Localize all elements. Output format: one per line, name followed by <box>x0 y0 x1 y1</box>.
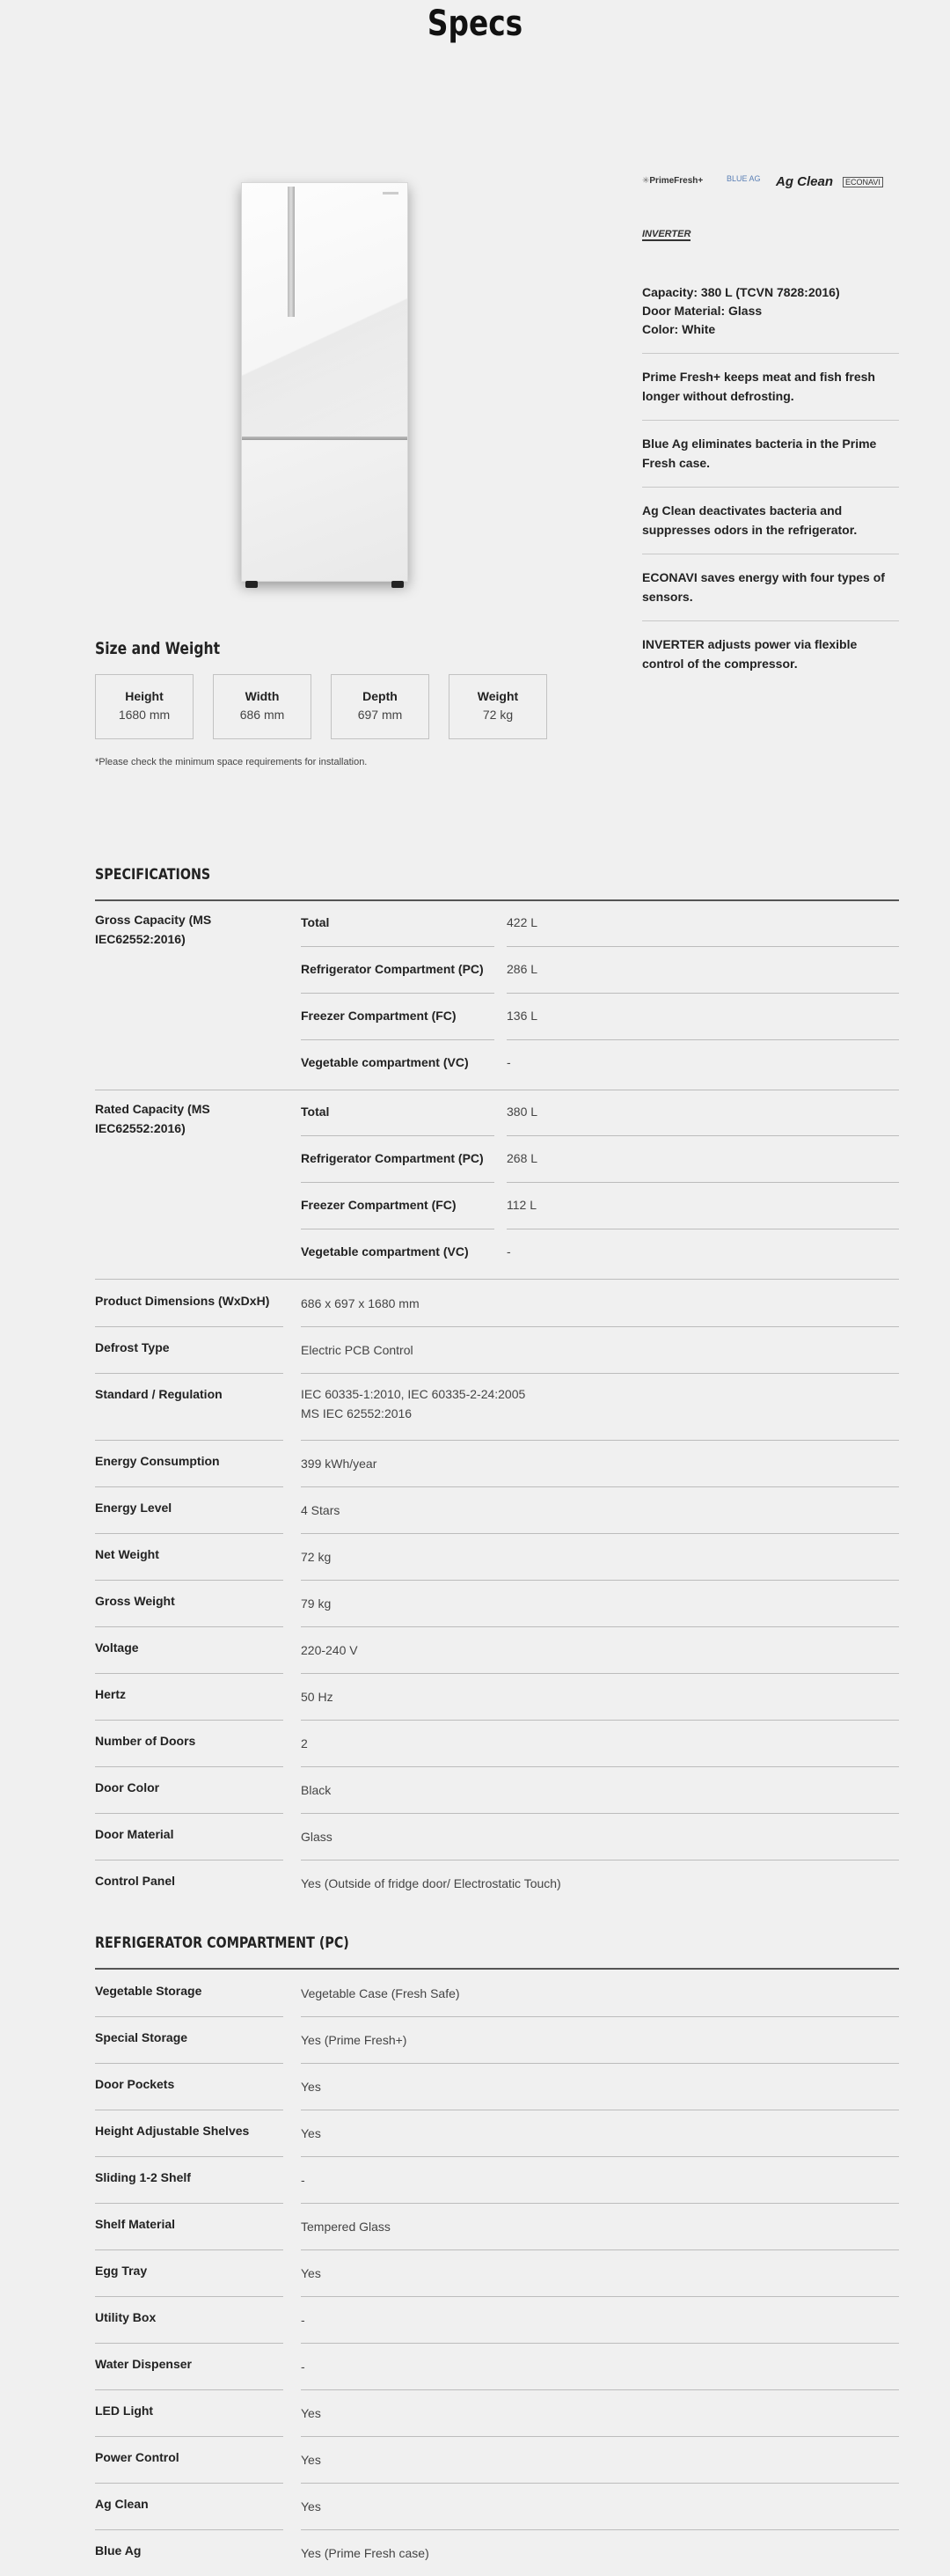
row-value: 268 L <box>507 1137 899 1183</box>
table-row <box>95 2110 899 2156</box>
row-label: Vegetable compartment (VC) <box>301 1055 469 1069</box>
row-value: Tempered Glass <box>301 2220 391 2234</box>
size-label: Weight <box>477 689 519 703</box>
row-label: Number of Doors <box>95 1734 196 1748</box>
table-row <box>95 1860 899 1906</box>
group-label: Rated Capacity (MS IEC62552:2016) <box>95 1102 210 1135</box>
spec-group-gross-capacity <box>95 901 899 1090</box>
row-value: Vegetable Case (Fresh Safe) <box>301 1986 460 2000</box>
product-image <box>238 179 413 592</box>
row-value: 4 Stars <box>301 1503 340 1517</box>
row-value <box>301 1384 899 1423</box>
table-row <box>301 1137 899 1184</box>
row-label: Freezer Compartment (FC) <box>301 1184 494 1229</box>
row-label: Energy Level <box>95 1501 172 1515</box>
row-value: 136 L <box>507 994 899 1040</box>
row-value: 380 L <box>507 1090 899 1136</box>
installation-note: *Please check the minimum space requirements for installation. <box>95 757 368 767</box>
table-row <box>95 1486 899 1533</box>
row-label: Door Material <box>95 1827 174 1841</box>
row-label: Sliding 1-2 Shelf <box>95 2170 191 2184</box>
row-value: Yes <box>301 2499 321 2514</box>
row-label: Door Pockets <box>95 2077 175 2091</box>
table-row <box>95 1813 899 1860</box>
feature-item: Blue Ag eliminates bacteria in the Prime Fresh case. <box>642 420 899 487</box>
row-label: Power Control <box>95 2450 179 2464</box>
door-material-summary: Door Material: Glass <box>642 304 763 318</box>
color-summary: Color: White <box>642 322 716 336</box>
row-value: - <box>301 2359 305 2374</box>
prime-fresh-logo: ✳PrimeFresh+ <box>642 176 704 186</box>
table-row <box>95 1373 899 1440</box>
table-row <box>95 1440 899 1486</box>
row-label: Total <box>301 1090 494 1136</box>
table-row <box>95 2249 899 2296</box>
row-label: Refrigerator Compartment (PC) <box>301 948 494 994</box>
table-row <box>301 1230 899 1277</box>
size-label: Height <box>125 689 164 703</box>
row-value: - <box>507 1055 511 1069</box>
table-row <box>95 2156 899 2203</box>
row-label: Product Dimensions (WxDxH) <box>95 1294 270 1308</box>
row-label: Utility Box <box>95 2310 157 2324</box>
row-value: 686 x 697 x 1680 mm <box>301 1296 420 1310</box>
row-value: 112 L <box>507 1184 899 1229</box>
row-label: Ag Clean <box>95 2497 149 2511</box>
feature-logos <box>642 174 950 245</box>
door-handle <box>288 187 295 317</box>
row-label: Net Weight <box>95 1547 159 1561</box>
table-row <box>95 1673 899 1720</box>
table-row <box>95 2529 899 2576</box>
row-label: Special Storage <box>95 2030 188 2044</box>
row-label: Egg Tray <box>95 2264 148 2278</box>
row-value: - <box>301 2313 305 2327</box>
row-value: - <box>507 1244 511 1259</box>
row-label: Control Panel <box>95 1874 176 1888</box>
row-label: LED Light <box>95 2404 154 2418</box>
row-value: Yes (Prime Fresh+) <box>301 2033 407 2047</box>
size-value: 1680 mm <box>118 708 171 722</box>
econavi-logo: ECONAVI <box>843 177 883 187</box>
row-value-line: IEC 60335-1:2010, IEC 60335-2-24:2005 <box>301 1387 526 1401</box>
row-label: Energy Consumption <box>95 1454 220 1468</box>
depth-box <box>331 674 429 739</box>
page-title: Specs <box>427 4 523 44</box>
table-row <box>95 1720 899 1766</box>
feature-item: Prime Fresh+ keeps meat and fish fresh longer without defrosting. <box>642 353 899 420</box>
row-label: Shelf Material <box>95 2217 176 2231</box>
row-label: Water Dispenser <box>95 2357 192 2371</box>
row-value: Glass <box>301 1830 332 1844</box>
row-value: Yes <box>301 2406 321 2420</box>
group-label: Gross Capacity (MS IEC62552:2016) <box>95 913 212 946</box>
row-label: Vegetable compartment (VC) <box>301 1244 469 1259</box>
size-label: Width <box>245 689 280 703</box>
feature-item: ECONAVI saves energy with four types of sensors. <box>642 554 899 620</box>
table-row <box>95 2389 899 2436</box>
row-value: 2 <box>301 1736 308 1750</box>
refrigerator-illustration <box>241 182 408 582</box>
table-row <box>95 1533 899 1580</box>
row-label: Height Adjustable Shelves <box>95 2124 250 2138</box>
row-value: Yes (Outside of fridge door/ Electrostatic Touch) <box>301 1876 561 1890</box>
size-value: 697 mm <box>357 708 403 722</box>
table-row <box>95 1970 899 2016</box>
refrigerator-compartment-title: REFRIGERATOR COMPARTMENT (PC) <box>95 1934 349 1952</box>
row-value: Yes <box>301 2266 321 2280</box>
row-label: Hertz <box>95 1687 127 1701</box>
row-label: Voltage <box>95 1640 139 1655</box>
row-value: Black <box>301 1783 332 1797</box>
refrigerator-compartment-table <box>95 1970 899 2576</box>
row-label: Defrost Type <box>95 1340 170 1354</box>
table-row <box>301 948 899 994</box>
row-value: 220-240 V <box>301 1643 358 1657</box>
ag-clean-logo: Ag Clean <box>776 174 834 189</box>
row-value: Yes <box>301 2126 321 2140</box>
row-label: Freezer Compartment (FC) <box>301 994 494 1040</box>
table-row <box>95 1626 899 1673</box>
row-value: Yes (Prime Fresh case) <box>301 2546 429 2560</box>
size-value: 72 kg <box>482 708 514 722</box>
capacity-summary: Capacity: 380 L (TCVN 7828:2016) <box>642 285 840 299</box>
table-row <box>301 1090 899 1137</box>
specifications-table <box>95 901 899 1906</box>
row-value: Yes <box>301 2080 321 2094</box>
door-split <box>242 437 407 440</box>
blue-ag-logo: BLUE AG <box>727 174 761 183</box>
table-row <box>301 1041 899 1088</box>
spec-group-rated-capacity <box>95 1090 899 1280</box>
height-box <box>95 674 194 739</box>
table-row <box>95 1580 899 1626</box>
feature-list <box>642 283 899 687</box>
row-value: 50 Hz <box>301 1690 333 1704</box>
table-row <box>95 2343 899 2389</box>
feature-item: INVERTER adjusts power via flexible control of the compressor. <box>642 620 899 687</box>
product-summary <box>642 283 899 353</box>
inverter-logo: INVERTER <box>642 229 691 239</box>
table-row <box>95 1766 899 1813</box>
row-value: 79 kg <box>301 1596 332 1611</box>
table-row <box>95 2016 899 2063</box>
row-label: Refrigerator Compartment (PC) <box>301 1137 494 1183</box>
row-value: Yes <box>301 2453 321 2467</box>
size-value: 686 mm <box>239 708 285 722</box>
table-row <box>95 2063 899 2110</box>
size-weight-title: Size and Weight <box>95 639 221 658</box>
row-label: Total <box>301 901 494 947</box>
table-row <box>95 2296 899 2343</box>
width-box <box>213 674 311 739</box>
row-label: Vegetable Storage <box>95 1984 202 1998</box>
table-row <box>95 2483 899 2529</box>
row-value: 72 kg <box>301 1550 332 1564</box>
row-value: 422 L <box>507 901 899 947</box>
row-label: Blue Ag <box>95 2543 142 2558</box>
row-value: 399 kWh/year <box>301 1457 377 1471</box>
row-label: Gross Weight <box>95 1594 175 1608</box>
row-value: - <box>301 2173 305 2187</box>
table-row <box>95 1280 899 1326</box>
table-row <box>301 1184 899 1230</box>
row-label: Door Color <box>95 1780 160 1794</box>
row-value-line: MS IEC 62552:2016 <box>301 1406 413 1420</box>
table-row <box>95 2203 899 2249</box>
weight-box <box>449 674 547 739</box>
feature-item: Ag Clean deactivates bacteria and suppresses odors in the refrigerator. <box>642 487 899 554</box>
table-row <box>95 2436 899 2483</box>
size-label: Depth <box>362 689 398 703</box>
table-row <box>95 1326 899 1373</box>
specifications-title: SPECIFICATIONS <box>95 866 211 884</box>
row-value: Electric PCB Control <box>301 1343 413 1357</box>
row-value: 286 L <box>507 948 899 994</box>
brand-mark <box>383 192 398 194</box>
table-row <box>301 994 899 1041</box>
row-label: Standard / Regulation <box>95 1387 223 1401</box>
table-row <box>301 901 899 948</box>
